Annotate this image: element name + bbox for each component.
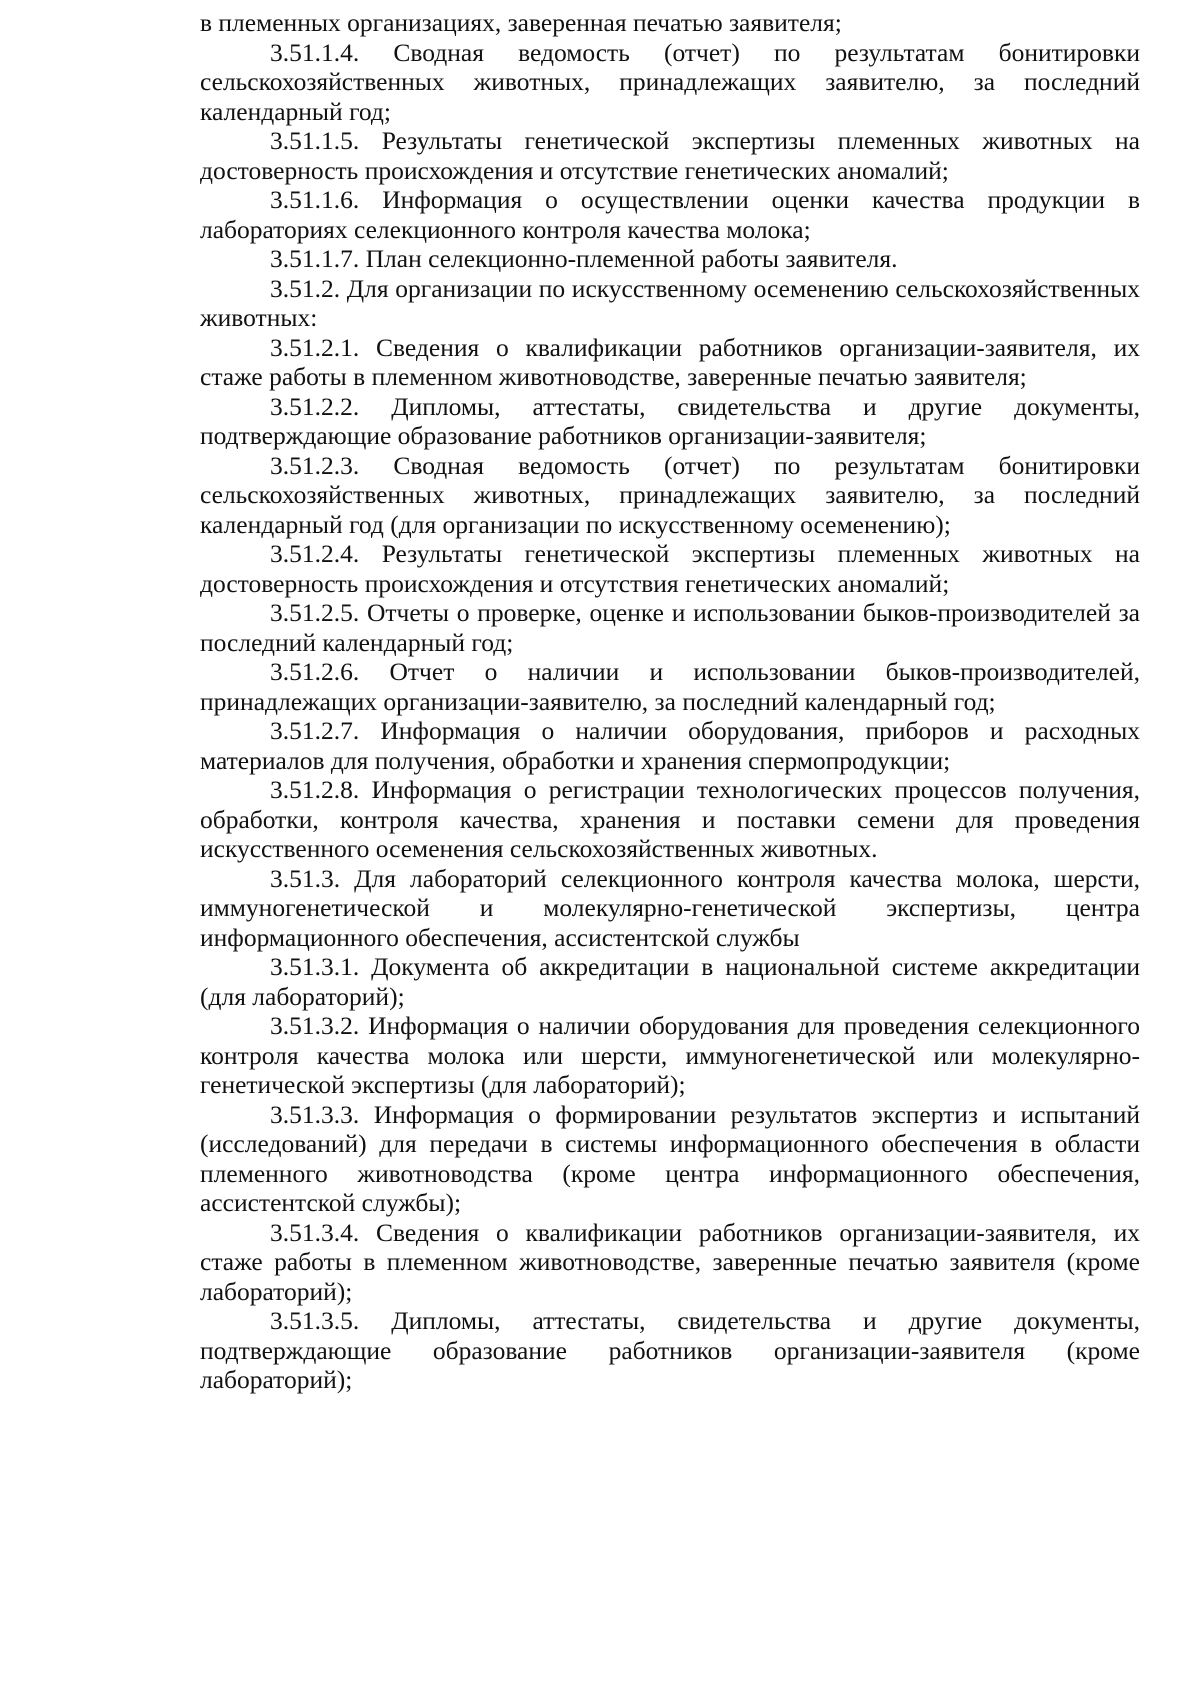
paragraph-3-51-3: 3.51.3. Для лабораторий селекционного контроля качества молока, шерсти, иммуногенетической и молекулярно-генетической экспертизы, центра информационного обеспечения, ассистентской службы <box>200 863 1140 952</box>
paragraph-3-51-3-2: 3.51.3.2. Информация о наличии оборудования для проведения селекционного контроля качества молока или шерсти, иммуногенетической или молекулярно-генетической экспертизы (для лабораторий); <box>200 1011 1140 1099</box>
paragraph-3-51-3-1: 3.51.3.1. Документа об аккредитации в национальной системе аккредитации (для лабораторий); <box>200 952 1140 1011</box>
paragraph-3-51-2-4: 3.51.2.4. Результаты генетической экспертизы племенных животных на достоверность происхождения и отсутствия генетических аномалий; <box>200 539 1140 598</box>
paragraph-continuation: в племенных организациях, заверенная печатью заявителя; <box>200 8 842 37</box>
paragraph-3-51-2-7: 3.51.2.7. Информация о наличии оборудования, приборов и расходных материалов для получения, обработки и хранения спермопродукции; <box>200 716 1140 775</box>
paragraph-3-51-2-8: 3.51.2.8. Информация о регистрации технологических процессов получения, обработки, контроля качества, хранения и поставки семени для проведения искусственного осеменения сельскохозяйственных животных. <box>200 775 1140 863</box>
paragraph-3-51-2: 3.51.2. Для организации по искусственному осеменению сельскохозяйственных животных: <box>200 273 1140 332</box>
paragraph-3-51-2-5: 3.51.2.5. Отчеты о проверке, оценке и использовании быков-производителей за последний календарный год; <box>200 598 1140 657</box>
paragraph-3-51-2-2: 3.51.2.2. Дипломы, аттестаты, свидетельства и другие документы, подтверждающие образование работников организации-заявителя; <box>200 391 1140 450</box>
paragraph-3-51-3-5: 3.51.3.5. Дипломы, аттестаты, свидетельства и другие документы, подтверждающие образование работников организации-заявителя (кроме лабораторий); <box>200 1306 1140 1394</box>
paragraph-3-51-1-4: 3.51.1.4. Сводная ведомость (отчет) по результатам бонитировки сельскохозяйственных животных, принадлежащих заявителю, за последний календарный год; <box>200 37 1140 126</box>
paragraph-3-51-2-6: 3.51.2.6. Отчет о наличии и использовании быков-производителей, принадлежащих организации-заявителю, за последний календарный год; <box>200 657 1140 716</box>
paragraph-3-51-3-4: 3.51.3.4. Сведения о квалификации работников организации-заявителя, их стаже работы в племенном животноводстве, заверенные печатью заявителя (кроме лабораторий); <box>200 1217 1140 1306</box>
paragraph-3-51-1-6: 3.51.1.6. Информация о осуществлении оценки качества продукции в лабораториях селекционного контроля качества молока; <box>200 185 1140 244</box>
paragraph-3-51-3-3: 3.51.3.3. Информация о формировании результатов экспертиз и испытаний (исследований) для передачи в системы информационного обеспечения в области племенного животноводства (кроме центра информационного обеспечения, ассистентской службы); <box>200 1099 1140 1217</box>
document-page <box>200 8 1140 1395</box>
paragraph-3-51-1-7: 3.51.1.7. План селекционно-племенной работы заявителя. <box>270 244 898 273</box>
paragraph-3-51-2-1: 3.51.2.1. Сведения о квалификации работников организации-заявителя, их стаже работы в племенном животноводстве, заверенные печатью заявителя; <box>200 332 1140 391</box>
paragraph-3-51-1-5: 3.51.1.5. Результаты генетической экспертизы племенных животных на достоверность происхождения и отсутствие генетических аномалий; <box>200 126 1140 185</box>
paragraph-3-51-2-3: 3.51.2.3. Сводная ведомость (отчет) по результатам бонитировки сельскохозяйственных животных, принадлежащих заявителю, за последний календарный год (для организации по искусственному осеменению); <box>200 450 1140 539</box>
